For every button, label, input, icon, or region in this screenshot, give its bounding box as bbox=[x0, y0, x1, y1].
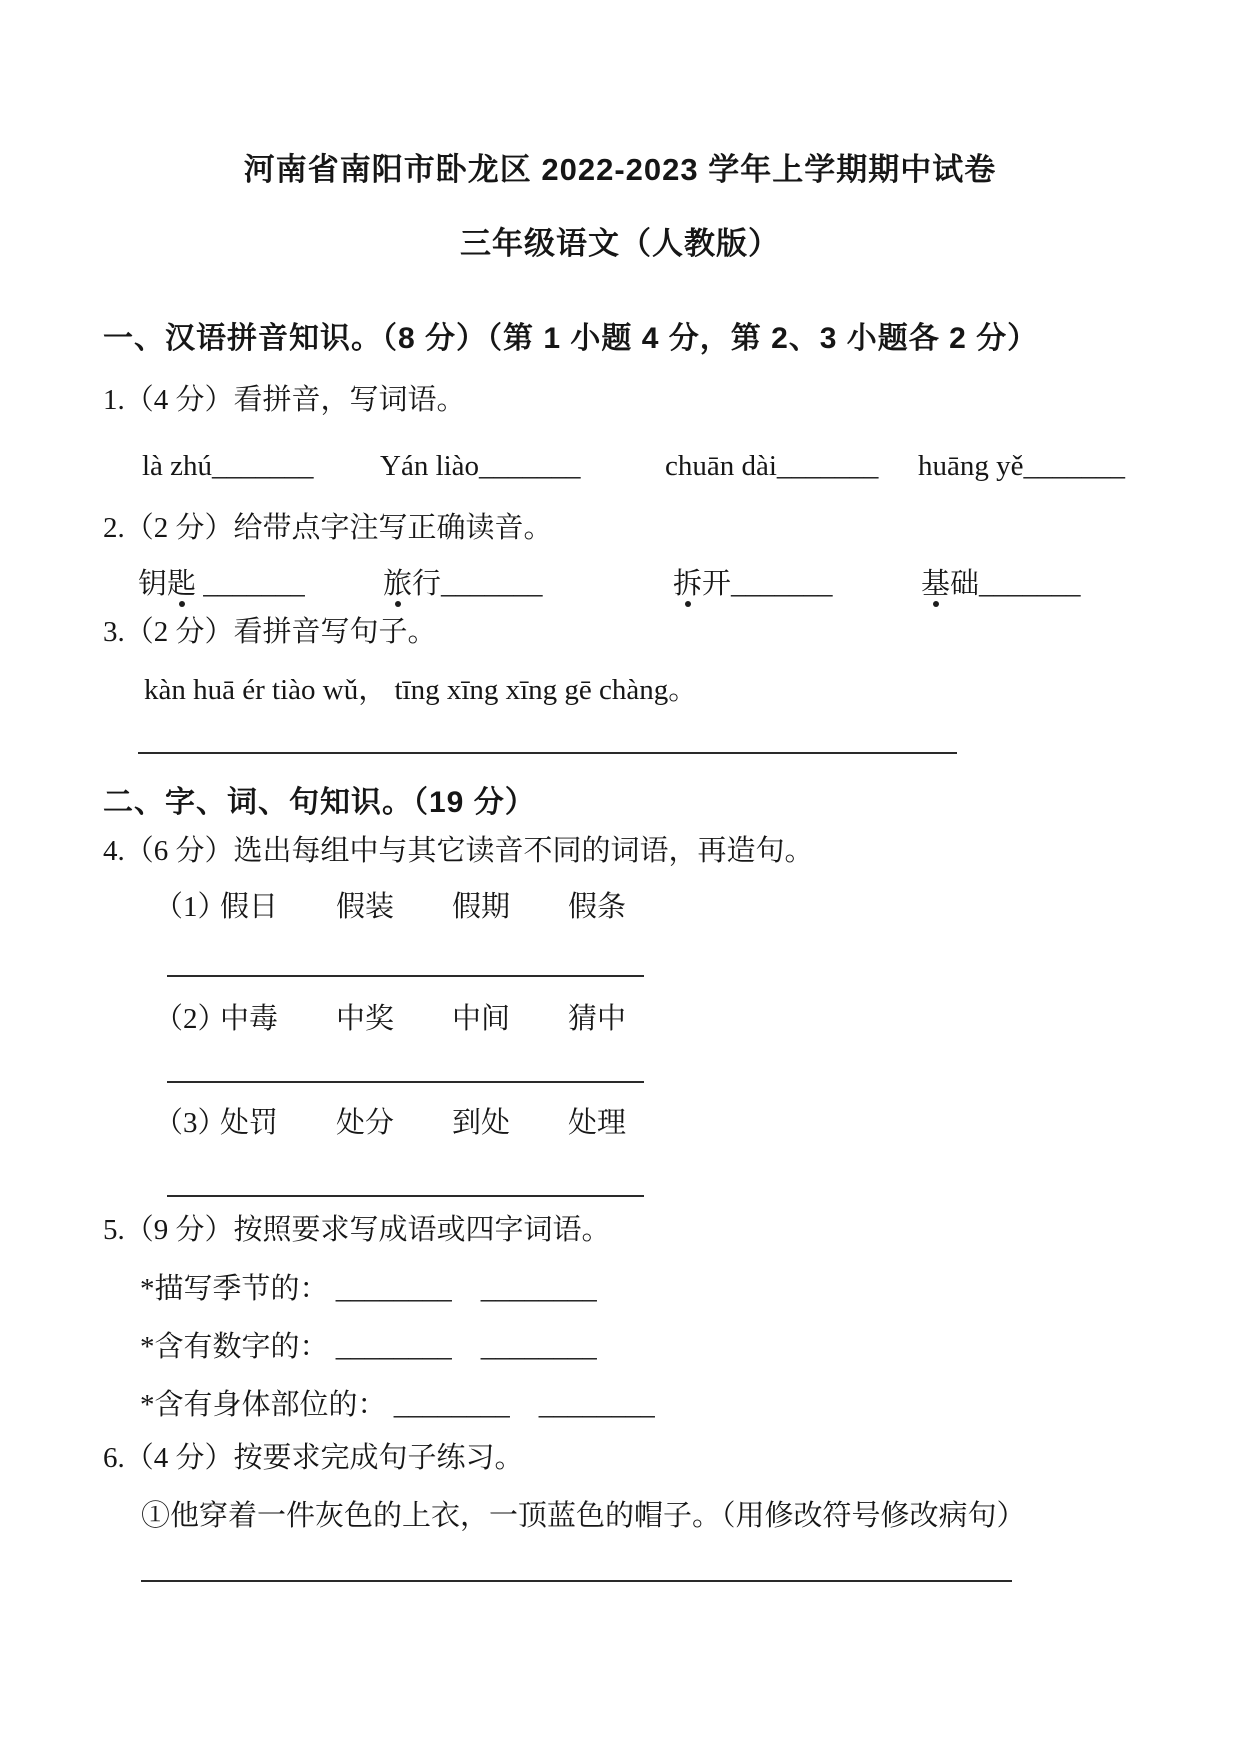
q2-word-2 bbox=[383, 568, 543, 601]
q4-group-3-word: 到处 bbox=[452, 1107, 511, 1139]
q3-pinyin-sentence: kàn huā ér tiào wǔ， tīng xīng xīng gē chàng。 bbox=[144, 674, 698, 706]
q2-word-3-blank: 开_______ bbox=[702, 568, 833, 600]
q4-answer-line-2 bbox=[167, 1081, 644, 1083]
q4-group-3-word: 处理 bbox=[568, 1107, 627, 1139]
q6-prompt: 6.（4 分）按要求完成句子练习。 bbox=[103, 1442, 524, 1474]
q1-blank-1: là zhú_______ bbox=[142, 450, 314, 482]
q2-word-4 bbox=[921, 568, 1081, 601]
q4-answer-line-1 bbox=[167, 975, 644, 977]
q4-prompt: 4.（6 分）选出每组中与其它读音不同的词语，再造句。 bbox=[103, 835, 814, 867]
q4-group-1 bbox=[154, 891, 626, 924]
q4-answer-line-3 bbox=[167, 1195, 644, 1197]
q2-prompt: 2.（2 分）给带点字注写正确读音。 bbox=[103, 512, 553, 544]
q1-prompt: 1.（4 分）看拼音，写词语。 bbox=[103, 384, 466, 416]
q2-word-1-dotted-char: 匙 bbox=[167, 568, 197, 600]
q4-group-1-word: 假条 bbox=[568, 891, 627, 923]
section2-heading: 二、字、词、句知识。（19 分） bbox=[103, 786, 536, 819]
q4-group-2-word: 猜中 bbox=[568, 1003, 627, 1035]
q2-word-1-pre: 钥 bbox=[138, 568, 168, 600]
q4-group-2-word: 中奖 bbox=[336, 1003, 395, 1035]
q4-group-3-label: （3） bbox=[154, 1107, 227, 1139]
q4-group-2-words bbox=[220, 1003, 626, 1036]
q2-word-3-dotted-char: 拆 bbox=[673, 568, 703, 600]
q1-blank-3: chuān dài_______ bbox=[665, 450, 879, 482]
q4-group-1-word: 假装 bbox=[336, 891, 395, 923]
q4-group-1-label: （1） bbox=[154, 891, 227, 923]
q4-group-1-word: 假期 bbox=[452, 891, 511, 923]
q2-word-3 bbox=[673, 568, 833, 601]
q2-word-4-blank: 础_______ bbox=[950, 568, 1081, 600]
q2-word-1-blank: _______ bbox=[196, 568, 305, 600]
q6-sentence: ①他穿着一件灰色的上衣，一顶蓝色的帽子。（用修改符号修改病句） bbox=[141, 1500, 1026, 1532]
q5-line-numbers: *含有数字的： ________ ________ bbox=[140, 1331, 597, 1363]
q5-prompt: 5.（9 分）按照要求写成语或四字词语。 bbox=[103, 1214, 611, 1246]
q2-word-2-dotted-char: 旅 bbox=[383, 568, 413, 600]
q2-word-4-dotted-char: 基 bbox=[921, 568, 951, 600]
q2-word-2-blank: 行_______ bbox=[412, 568, 543, 600]
q4-group-3-word: 处罚 bbox=[220, 1107, 279, 1139]
q4-group-1-word: 假日 bbox=[220, 891, 279, 923]
section1-heading: 一、汉语拼音知识。（8 分）（第 1 小题 4 分，第 2、3 小题各 2 分） bbox=[103, 322, 1039, 355]
q4-group-2-label: （2） bbox=[154, 1003, 227, 1035]
q5-line-body-parts: *含有身体部位的： ________ ________ bbox=[140, 1389, 655, 1421]
q1-blank-2: Yán liào_______ bbox=[380, 450, 581, 482]
q4-group-2-word: 中间 bbox=[452, 1003, 511, 1035]
q2-word-1 bbox=[138, 568, 305, 601]
q3-prompt: 3.（2 分）看拼音写句子。 bbox=[103, 616, 437, 648]
q6-answer-line bbox=[141, 1580, 1012, 1582]
q4-group-2-word: 中毒 bbox=[220, 1003, 279, 1035]
q4-group-2 bbox=[154, 1003, 626, 1036]
q5-line-seasons: *描写季节的： ________ ________ bbox=[140, 1273, 597, 1305]
q4-group-3-words bbox=[220, 1107, 626, 1140]
doc-subtitle: 三年级语文（人教版） bbox=[460, 226, 780, 261]
q4-group-1-words bbox=[220, 891, 626, 924]
q4-group-3 bbox=[154, 1107, 626, 1140]
q3-answer-line bbox=[138, 752, 957, 754]
doc-title: 河南省南阳市卧龙区 2022-2023 学年上学期期中试卷 bbox=[243, 152, 997, 187]
q1-blank-4: huāng yě_______ bbox=[918, 450, 1125, 482]
q4-group-3-word: 处分 bbox=[336, 1107, 395, 1139]
